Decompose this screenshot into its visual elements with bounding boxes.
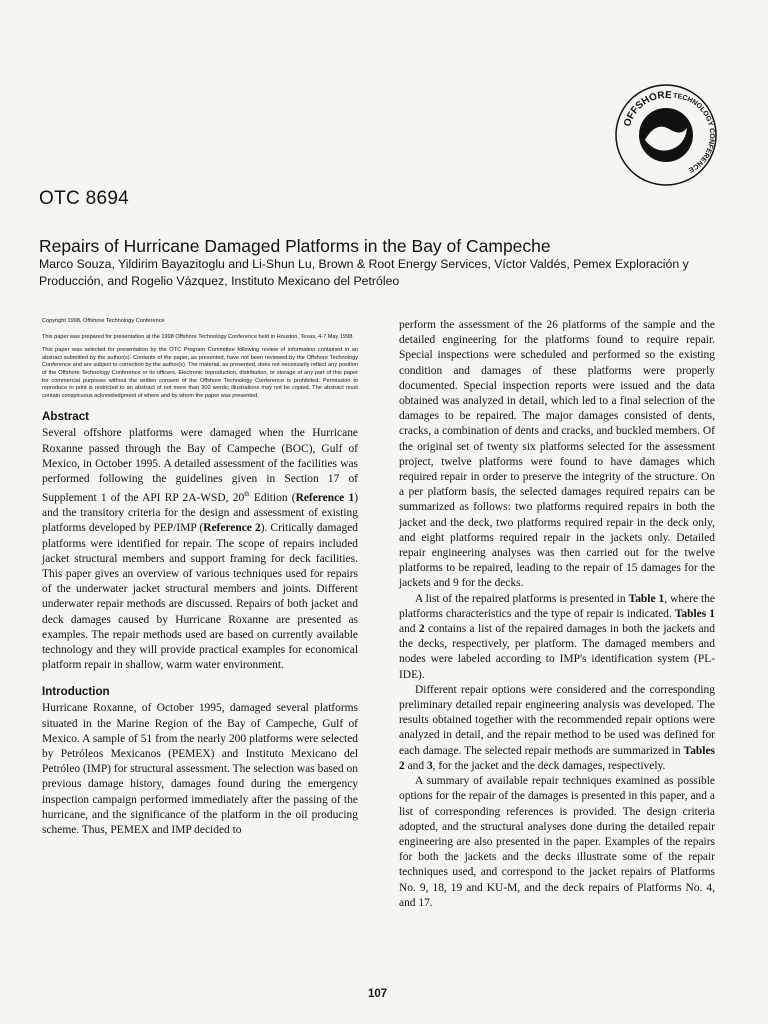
p2-text-b: , where the platforms characteristics and the type of repair is indicated.: [399, 592, 715, 620]
table-3-ref: 3: [426, 759, 433, 772]
right-paragraph-2: [399, 592, 715, 683]
introduction-heading: Introduction: [42, 685, 110, 699]
page-number: 107: [368, 988, 388, 1000]
p2-text-a: A list of the repaired platforms is presented in: [415, 592, 629, 605]
authors: Marco Souza, Yildirim Bayazitoglu and Li-Shun Lu, Brown & Root Energy Services, Víctor Valdés, Pemex Exploración y Producción, and Rogelio Vázquez, Instituto Mexicano del Petróleo: [39, 257, 689, 288]
copyright-note: Copyright 1998, Offshore Technology Conference: [42, 318, 165, 324]
logo-text-side: TECHNOLOGY CONFERENCE: [672, 92, 716, 174]
abstract-superscript: th: [244, 490, 250, 499]
otc-logo: [611, 80, 721, 190]
p2-text-c: contains a list of the repaired damages in both the jackets and the decks, respectively, per platform. The damaged members and nodes were labeled according to IMP's identification system (PL-IDE).: [399, 623, 715, 681]
p3-text-a: Different repair options were considered and the corresponding preliminary detailed repair engineering analysis was developed. The results obtained together with the recommended repair options were analyzed in detail, and the repair method to be used was defined for each damage. The selected repair methods are summarized in: [399, 683, 715, 757]
p2-and: and: [399, 623, 419, 636]
table-2-ref: 2: [418, 623, 425, 636]
right-paragraph-4: A summary of available repair techniques examined as possible options for the repair of the damages is presented in this paper, and a list of corresponding references is provided. The design criteria adopted, and the structural analyses done during the detailed repair engineering are also presented in the paper. Examples of the repairs for both the jackets and the decks illustrate some of the repair techniques used, and correspond to the jacket repairs of Platforms No. 9, 18, 19 and KU-M, and the deck repairs of Platforms No. 4, and 17.: [399, 775, 715, 909]
table-1-ref: Table 1: [628, 592, 665, 605]
abstract-text-4: ). Critically damaged platforms were identified for repair. The scope of repairs included jacket structural members and support framing for deck facilities. This paper gives an overview of various techniques used for repairs of the underwater jacket structural members and joints. Different underwater repair methods are discussed. Repairs of both jacket and deck damages caused by Hurricane Roxanne are presented as examples. The repair methods used are based on currently available technology and they will provide practical examples for economical platform repair in shallow, warm water environment.: [42, 522, 358, 672]
tables-1-ref: Tables 1: [674, 607, 715, 620]
right-paragraph-1: perform the assessment of the 26 platforms of the sample and the detailed engineering for the platforms found to require repair. Special inspections were scheduled and performed so the existing condition and damages of these platforms were properly documented. Special inspection reports were issued and the data obtained was analyzed in detail, which led to a final selection of the damages to be repaired. The major damages consisted of dents, cracks, a combination of dents and cracks, and buckled members. Of the original set of twenty six platforms selected for the assessment project, twelve platforms were found to have damages which required repair in order to preserve the integrity of the structure. On a per platform basis, the selected damages required repairs can be summarized as follows: two platforms required repairs in both the jacket and the deck, two platforms required repair in the deck only, and eight platforms required repair in the jackets only. Detailed repair engineering analyses was then carried out for the twelve platforms to be repaired, leading to the repair of 15 damages for the jackets and 9 for the decks.: [399, 319, 715, 590]
reference-2: Reference 2: [203, 522, 261, 535]
selection-note: This paper was selected for presentation by the OTC Program Committee following review of information contained in an abstract submitted by the author(s). Contents of the paper, as presented, have not been reviewed by the Offshore Technology Conference and are subject to correction by the author(s). The material, as presented, does not necessarily reflect any position of the Offshore Technology Conference or its officers. Electronic reproduction, distribution, or storage of any part of this paper for commercial purposes without the written consent of the Offshore Technology Conference is prohibited. Permission to reproduce in print is restricted to an abstract of not more than 300 words; illustrations may not be copied. The abstract must contain conspicuous acknowledgment of where and by whom the paper was presented.: [42, 347, 358, 399]
abstract-heading: Abstract: [42, 410, 90, 424]
paper-number: OTC 8694: [39, 188, 130, 209]
offshore-technology-conference-logo-icon: [611, 80, 721, 190]
right-paragraph-3: [399, 683, 715, 774]
right-column: [399, 318, 715, 911]
tables-2-ref: Tables 2: [399, 744, 715, 772]
p3-text-b: , for the jacket and the deck damages, respectively.: [432, 759, 666, 772]
abstract-text-3: ) and the transitory criteria for the design and assessment of existing platforms developed by PEP/IMP (: [42, 491, 358, 535]
presentation-note: This paper was prepared for presentation at the 1998 Offshore Technology Conference held in Houston, Texas, 4-7 May 1998.: [42, 333, 354, 340]
p3-and: and: [404, 759, 427, 772]
abstract-paragraph: [42, 426, 358, 673]
paper-title: Repairs of Hurricane Damaged Platforms in the Bay of Campeche: [39, 236, 551, 256]
abstract-text-2: Edition (: [249, 491, 296, 504]
introduction-paragraph: Hurricane Roxanne, of October 1995, damaged several platforms situated in the Marine Region of the Bay of Campeche, Gulf of Mexico. A sample of 51 from the nearly 200 platforms were selected by Petróleos Mexicanos (PEMEX) and Instituto Mexicano del Petróleo (IMP) for structural assessment. The selection was based on previous damage history, damages found during the emergency inspection campaign performed immediately after the passing of the hurricane, and the significance of the platform in the oil producing scheme. Thus, PEMEX and IMP decided to: [42, 702, 358, 837]
reference-1: Reference 1: [295, 491, 355, 504]
left-column: [42, 318, 358, 838]
logo-text-top: OFFSHORE: [622, 89, 672, 128]
abstract-text-1: Several offshore platforms were damaged when the Hurricane Roxanne passed through the Bay of Campeche (BOC), Gulf of Mexico, in October 1995. A detailed assessment of the facilities was performed following the guidelines given in Section 17 of Supplement 1 of the API RP 2A-WSD, 20: [42, 427, 358, 504]
